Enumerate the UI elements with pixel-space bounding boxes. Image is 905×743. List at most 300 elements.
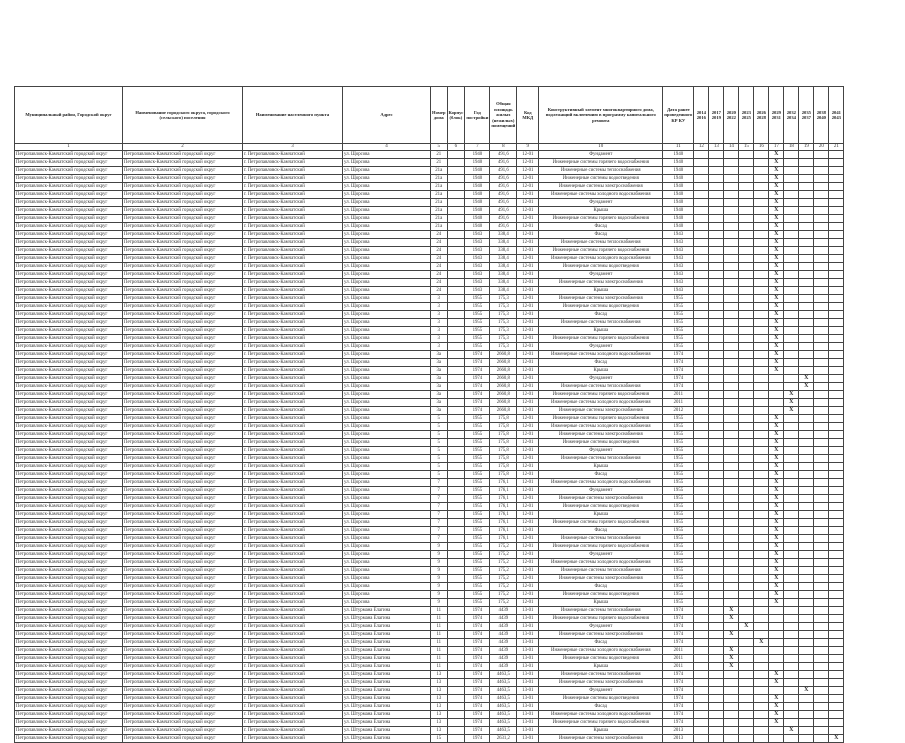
house-number-cell: 7 [431, 479, 448, 487]
period-cell [754, 567, 769, 575]
column-number: 12 [694, 144, 709, 151]
period-cell [694, 159, 709, 167]
period-cell [829, 623, 844, 631]
year-built-cell: 1974 [465, 639, 490, 647]
period-cell [784, 271, 799, 279]
locality-cell: г. Петропавловск-Камчатский [243, 431, 343, 439]
period-cell [769, 399, 784, 407]
table-row [15, 471, 844, 479]
period-cell [754, 511, 769, 519]
area-cell: 4463,5 [490, 727, 517, 735]
settlement-cell: Петропавловск-Камчатский городской округ [123, 735, 243, 743]
period-cell [814, 479, 829, 487]
house-number-cell: 24 [431, 231, 448, 239]
period-cell [709, 655, 724, 663]
period-cell [814, 735, 829, 743]
period-cell [784, 663, 799, 671]
period-cell [724, 503, 739, 511]
period-cell [829, 479, 844, 487]
year-built-cell: 1940 [465, 167, 490, 175]
structural-element-cell: Инженерные системы электроснабжения [539, 679, 663, 687]
period-cell [694, 687, 709, 695]
period-cell [829, 503, 844, 511]
period-cell [694, 255, 709, 263]
house-number-cell: 3 [431, 327, 448, 335]
period-cell [829, 415, 844, 423]
period-cell [709, 487, 724, 495]
period-cell [814, 727, 829, 735]
period-cell [829, 183, 844, 191]
last-repair-date-cell: 1974 [663, 351, 694, 359]
locality-cell: г. Петропавловск-Камчатский [243, 711, 343, 719]
structural-element-cell: Фундамент [539, 151, 663, 159]
period-cell [814, 151, 829, 159]
period-cell [814, 335, 829, 343]
period-cell [784, 543, 799, 551]
period-cell [814, 391, 829, 399]
period-cell [709, 679, 724, 687]
locality-cell: г. Петропавловск-Камчатский [243, 703, 343, 711]
area-cell: 2660,8 [490, 407, 517, 415]
building-block-cell [447, 399, 465, 407]
house-number-cell: 21а [431, 191, 448, 199]
year-built-cell: 1940 [465, 223, 490, 231]
last-repair-date-cell: 1955 [663, 455, 694, 463]
building-block-cell [447, 383, 465, 391]
locality-cell: г. Петропавловск-Камчатский [243, 439, 343, 447]
mkd-code-cell: 12-01 [517, 175, 539, 183]
year-built-cell: 1974 [465, 615, 490, 623]
period-cell [739, 607, 754, 615]
district-cell: Петропавловск-Камчатский городской округ [15, 375, 123, 383]
year-built-cell: 1974 [465, 367, 490, 375]
period-cell: X [769, 455, 784, 463]
structural-element-cell: Крыша [539, 599, 663, 607]
settlement-cell: Петропавловск-Камчатский городской округ [123, 279, 243, 287]
house-number-cell: 13 [431, 703, 448, 711]
last-repair-date-cell: 1955 [663, 463, 694, 471]
period-cell [829, 239, 844, 247]
mkd-code-cell: 12-01 [517, 247, 539, 255]
period-cell [709, 159, 724, 167]
period-cell [829, 383, 844, 391]
last-repair-date-cell: 1955 [663, 543, 694, 551]
mkd-code-cell: 13-01 [517, 663, 539, 671]
house-number-cell: 15 [431, 735, 448, 743]
period-cell [694, 439, 709, 447]
structural-element-cell: Инженерные системы водоотведения [539, 439, 663, 447]
address-cell: ул. Щорсова [343, 231, 431, 239]
period-cell [829, 599, 844, 607]
period-cell [754, 447, 769, 455]
period-cell [754, 183, 769, 191]
last-repair-date-cell: 1974 [663, 383, 694, 391]
building-block-cell [447, 215, 465, 223]
period-cell [814, 327, 829, 335]
locality-cell: г. Петропавловск-Камчатский [243, 519, 343, 527]
period-cell [724, 223, 739, 231]
structural-element-cell: Фундамент [539, 271, 663, 279]
locality-cell: г. Петропавловск-Камчатский [243, 359, 343, 367]
area-cell: 175,3 [490, 303, 517, 311]
period-cell [739, 455, 754, 463]
mkd-code-cell: 12-01 [517, 303, 539, 311]
locality-cell: г. Петропавловск-Камчатский [243, 375, 343, 383]
period-cell [754, 711, 769, 719]
settlement-cell: Петропавловск-Камчатский городской округ [123, 311, 243, 319]
district-cell: Петропавловск-Камчатский городской округ [15, 711, 123, 719]
period-cell [694, 591, 709, 599]
period-cell [829, 631, 844, 639]
table-row [15, 551, 844, 559]
period-cell [724, 599, 739, 607]
settlement-cell: Петропавловск-Камчатский городской округ [123, 295, 243, 303]
area-cell: 4439 [490, 639, 517, 647]
year-built-cell: 1955 [465, 295, 490, 303]
building-block-cell [447, 471, 465, 479]
period-cell [724, 207, 739, 215]
period-cell [724, 359, 739, 367]
period-cell [829, 655, 844, 663]
mkd-code-cell: 13-01 [517, 679, 539, 687]
period-cell [739, 311, 754, 319]
period-cell [814, 159, 829, 167]
period-cell [754, 279, 769, 287]
settlement-cell: Петропавловск-Камчатский городской округ [123, 383, 243, 391]
district-cell: Петропавловск-Камчатский городской округ [15, 495, 123, 503]
period-cell [694, 271, 709, 279]
building-block-cell [447, 575, 465, 583]
period-cell [799, 535, 814, 543]
mkd-code-cell: 12-01 [517, 591, 539, 599]
column-number: 10 [539, 144, 663, 151]
period-cell [799, 623, 814, 631]
locality-cell: г. Петропавловск-Камчатский [243, 239, 343, 247]
period-cell [829, 207, 844, 215]
period-cell [724, 335, 739, 343]
table-row [15, 735, 844, 743]
building-block-cell [447, 583, 465, 591]
mkd-code-cell: 12-01 [517, 583, 539, 591]
period-cell [709, 695, 724, 703]
locality-cell: г. Петропавловск-Камчатский [243, 719, 343, 727]
district-cell: Петропавловск-Камчатский городской округ [15, 263, 123, 271]
period-cell [724, 495, 739, 503]
period-cell [769, 735, 784, 743]
last-repair-date-cell: 1940 [663, 223, 694, 231]
period-cell [829, 199, 844, 207]
area-cell: 2660,8 [490, 375, 517, 383]
house-number-cell: 5 [431, 455, 448, 463]
period-cell [724, 687, 739, 695]
period-cell [754, 407, 769, 415]
house-number-cell: 13 [431, 695, 448, 703]
district-cell: Петропавловск-Камчатский городской округ [15, 703, 123, 711]
district-cell: Петропавловск-Камчатский городской округ [15, 727, 123, 735]
structural-element-cell: Инженерные системы электроснабжения [539, 735, 663, 743]
period-cell [694, 623, 709, 631]
header-row [15, 87, 844, 144]
district-cell: Петропавловск-Камчатский городской округ [15, 527, 123, 535]
header-cell: 2038 2040 [814, 87, 829, 144]
table-row [15, 543, 844, 551]
period-cell [724, 703, 739, 711]
locality-cell: г. Петропавловск-Камчатский [243, 487, 343, 495]
period-cell [754, 383, 769, 391]
period-cell [754, 719, 769, 727]
period-cell [784, 247, 799, 255]
locality-cell: г. Петропавловск-Камчатский [243, 639, 343, 647]
table-row [15, 615, 844, 623]
period-cell [814, 671, 829, 679]
period-cell [784, 647, 799, 655]
district-cell: Петропавловск-Камчатский городской округ [15, 215, 123, 223]
building-block-cell [447, 527, 465, 535]
locality-cell: г. Петропавловск-Камчатский [243, 679, 343, 687]
address-cell: ул. Щорсова [343, 263, 431, 271]
last-repair-date-cell: 1955 [663, 575, 694, 583]
period-cell [814, 271, 829, 279]
period-cell [694, 535, 709, 543]
structural-element-cell: Фундамент [539, 487, 663, 495]
locality-cell: г. Петропавловск-Камчатский [243, 655, 343, 663]
last-repair-date-cell: 1974 [663, 671, 694, 679]
building-block-cell [447, 719, 465, 727]
settlement-cell: Петропавловск-Камчатский городской округ [123, 455, 243, 463]
year-built-cell: 1940 [465, 207, 490, 215]
period-cell [724, 583, 739, 591]
period-cell [694, 343, 709, 351]
area-cell: 175,3 [490, 327, 517, 335]
period-cell [784, 495, 799, 503]
period-cell [709, 607, 724, 615]
house-number-cell: 24 [431, 239, 448, 247]
settlement-cell: Петропавловск-Камчатский городской округ [123, 559, 243, 567]
mkd-code-cell: 12-01 [517, 479, 539, 487]
header-cell: Общая площадь жилых (нежилых) помещений [490, 87, 517, 144]
period-cell [694, 631, 709, 639]
period-cell [814, 583, 829, 591]
period-cell [799, 167, 814, 175]
building-block-cell [447, 311, 465, 319]
period-cell: X [769, 319, 784, 327]
period-cell [709, 543, 724, 551]
period-cell [829, 375, 844, 383]
period-cell [724, 735, 739, 743]
period-cell [814, 263, 829, 271]
period-cell [814, 231, 829, 239]
last-repair-date-cell: 1955 [663, 567, 694, 575]
period-cell [829, 527, 844, 535]
period-cell [739, 599, 754, 607]
locality-cell: г. Петропавловск-Камчатский [243, 631, 343, 639]
period-cell [829, 311, 844, 319]
period-cell [754, 199, 769, 207]
period-cell [784, 503, 799, 511]
area-cell: 338,4 [490, 279, 517, 287]
period-cell [769, 647, 784, 655]
settlement-cell: Петропавловск-Камчатский городской округ [123, 575, 243, 583]
column-number: 4 [343, 144, 431, 151]
table-row [15, 255, 844, 263]
period-cell [739, 375, 754, 383]
area-cell: 175,3 [490, 319, 517, 327]
area-cell: 491,6 [490, 207, 517, 215]
building-block-cell [447, 479, 465, 487]
locality-cell: г. Петропавловск-Камчатский [243, 183, 343, 191]
mkd-code-cell: 13-01 [517, 655, 539, 663]
mkd-code-cell: 13-01 [517, 639, 539, 647]
mkd-code-cell: 12-01 [517, 343, 539, 351]
last-repair-date-cell: 1974 [663, 375, 694, 383]
table-row [15, 311, 844, 319]
period-cell [694, 495, 709, 503]
address-cell: ул. Щорсова [343, 239, 431, 247]
period-cell: X [769, 151, 784, 159]
period-cell [829, 167, 844, 175]
period-cell [709, 287, 724, 295]
period-cell [739, 415, 754, 423]
period-cell [784, 447, 799, 455]
address-cell: ул. Штурмана Елагина [343, 711, 431, 719]
mkd-code-cell: 12-01 [517, 423, 539, 431]
period-cell [724, 543, 739, 551]
period-cell [784, 327, 799, 335]
period-cell [739, 663, 754, 671]
year-built-cell: 1955 [465, 591, 490, 599]
period-cell [784, 567, 799, 575]
period-cell [709, 167, 724, 175]
period-cell [754, 167, 769, 175]
period-cell [799, 391, 814, 399]
district-cell: Петропавловск-Камчатский городской округ [15, 351, 123, 359]
house-number-cell: 3 [431, 343, 448, 351]
area-cell: 2660,8 [490, 367, 517, 375]
period-cell [814, 551, 829, 559]
district-cell: Петропавловск-Камчатский городской округ [15, 407, 123, 415]
period-cell [814, 191, 829, 199]
address-cell: ул. Щорсова [343, 599, 431, 607]
district-cell: Петропавловск-Камчатский городской округ [15, 319, 123, 327]
house-number-cell: 21 [431, 151, 448, 159]
period-cell [784, 175, 799, 183]
building-block-cell [447, 239, 465, 247]
house-number-cell: 3 [431, 303, 448, 311]
mkd-code-cell: 12-01 [517, 183, 539, 191]
mkd-code-cell: 12-01 [517, 511, 539, 519]
area-cell: 175,3 [490, 311, 517, 319]
period-cell [754, 287, 769, 295]
structural-element-cell: Инженерные системы теплоснабжения [539, 383, 663, 391]
building-block-cell [447, 191, 465, 199]
last-repair-date-cell: 1940 [663, 199, 694, 207]
period-cell [724, 167, 739, 175]
period-cell [724, 575, 739, 583]
area-cell: 4439 [490, 663, 517, 671]
structural-element-cell: Инженерные системы горячего водоснабжения [539, 391, 663, 399]
period-cell [829, 591, 844, 599]
period-cell [694, 655, 709, 663]
period-cell: X [769, 247, 784, 255]
building-block-cell [447, 727, 465, 735]
building-block-cell [447, 663, 465, 671]
period-cell [814, 655, 829, 663]
address-cell: ул. Щорсова [343, 463, 431, 471]
period-cell [724, 679, 739, 687]
period-cell [754, 575, 769, 583]
period-cell [784, 687, 799, 695]
settlement-cell: Петропавловск-Камчатский городской округ [123, 255, 243, 263]
table-row [15, 647, 844, 655]
house-number-cell: 3а [431, 359, 448, 367]
period-cell: X [769, 199, 784, 207]
period-cell [739, 199, 754, 207]
locality-cell: г. Петропавловск-Камчатский [243, 567, 343, 575]
area-cell: 176,1 [490, 479, 517, 487]
mkd-code-cell: 12-01 [517, 599, 539, 607]
header-cell: Конструктивный элемент многоквартирного дома, подлежащий включению в программу капитального ремонта [539, 87, 663, 144]
period-cell [694, 191, 709, 199]
settlement-cell: Петропавловск-Камчатский городской округ [123, 727, 243, 735]
period-cell [754, 655, 769, 663]
table-row [15, 423, 844, 431]
district-cell: Петропавловск-Камчатский городской округ [15, 543, 123, 551]
building-block-cell [447, 495, 465, 503]
table-row [15, 527, 844, 535]
district-cell: Петропавловск-Камчатский городской округ [15, 431, 123, 439]
period-cell [814, 559, 829, 567]
building-block-cell [447, 423, 465, 431]
period-cell [814, 711, 829, 719]
last-repair-date-cell: 2011 [663, 391, 694, 399]
period-cell [784, 239, 799, 247]
structural-element-cell: Инженерные системы электроснабжения [539, 279, 663, 287]
table-row [15, 703, 844, 711]
year-built-cell: 1940 [465, 151, 490, 159]
mkd-code-cell: 13-01 [517, 607, 539, 615]
house-number-cell: 5 [431, 439, 448, 447]
district-cell: Петропавловск-Камчатский городской округ [15, 207, 123, 215]
structural-element-cell: Инженерные системы теплоснабжения [539, 167, 663, 175]
locality-cell: г. Петропавловск-Камчатский [243, 279, 343, 287]
period-cell [829, 439, 844, 447]
period-cell [709, 295, 724, 303]
table-row [15, 487, 844, 495]
period-cell [709, 615, 724, 623]
year-built-cell: 1974 [465, 679, 490, 687]
period-cell [724, 711, 739, 719]
period-cell [694, 727, 709, 735]
last-repair-date-cell: 1940 [663, 151, 694, 159]
table-row [15, 631, 844, 639]
locality-cell: г. Петропавловск-Камчатский [243, 343, 343, 351]
period-cell [754, 359, 769, 367]
period-cell [829, 671, 844, 679]
period-cell [814, 495, 829, 503]
period-cell [694, 607, 709, 615]
period-cell [754, 495, 769, 503]
period-cell [799, 303, 814, 311]
period-cell [694, 375, 709, 383]
period-cell [784, 735, 799, 743]
period-cell [724, 343, 739, 351]
mkd-code-cell: 13-01 [517, 615, 539, 623]
period-cell [829, 271, 844, 279]
period-cell [829, 319, 844, 327]
period-cell [829, 223, 844, 231]
period-cell [724, 215, 739, 223]
building-block-cell [447, 415, 465, 423]
